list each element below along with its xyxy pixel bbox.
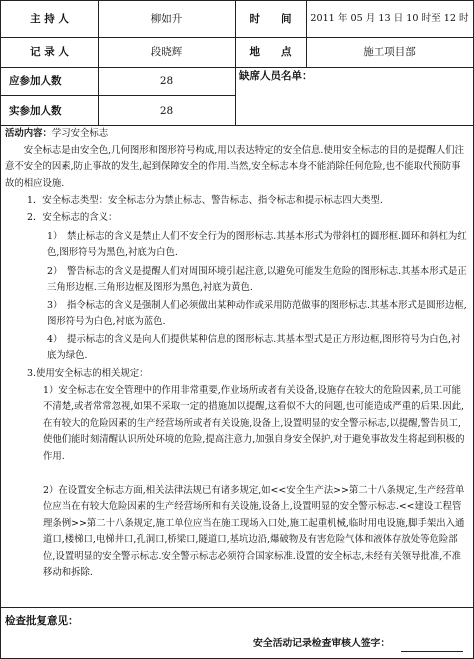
actual-count-label: 实参加人数: [9, 105, 62, 117]
expected-count-value: 28: [159, 75, 174, 87]
activity-content-heading: [5, 126, 467, 142]
recorder-value: 段晓辉: [150, 46, 183, 58]
expected-count-label: 应参加人数: [9, 75, 62, 87]
row-divider: [1, 67, 473, 68]
host-label: 主 持 人: [30, 13, 69, 25]
actual-count-value: 28: [159, 105, 174, 117]
section-3-item-1: 1）安全标志在安全管理中的作用非常重要,作业场所或者有关设备,设施存在较大的危险因素,员工可能不清楚,或者常常忽视,如果不采取一定的措施加以提醒,这看似不大的问题,也可能造成严重的后果.因此,在有较大的危险因素的生产经营场所或者有关设施,设备上,设置明显的安全警示标志,以提醒,警告员工,使他们能时刻清醒认识所处环境的危险,提高注意力,加强自身安全保护,对于避免事故发生将起到积极的作用.: [43, 385, 465, 462]
section-2-heading: 2．安全标志的含义：: [27, 212, 118, 223]
place-label: 地 点: [249, 46, 292, 58]
time-label: 时 间: [249, 13, 292, 25]
recorder-label: 记 录 人: [30, 46, 69, 58]
row-divider: [1, 37, 473, 38]
section-3-item-2: 2）在设置安全标志方面,相关法律法规已有诸多规定,如<<安全生产法>>第二十八条规定,生产经营单位应当在有较大危险因素的生产经营场所和有关设施,设备上,设置明显的安全警示标志.<<建设工程管理条例>>第二十八条规定,施工单位应当在施工现场入口处,施工起重机械,临时用电设施,脚手架出入通道口,楼梯口,电梯井口,孔洞口,桥梁口,隧道口,基坑边沿,爆破物及有害危险气体和液体存放处等危险部位,设置明显的安全警示标志.安全警示标志必须符合国家标准.设置的安全标志,未经有关领导批准,不准移动和拆除.: [43, 485, 465, 579]
section-2-item-2: 2） 警告标志的含义是提醒人们对周围环境引起注意,以避免可能发生危险的图形标志.其基本形式是正三角形边框.三角形边框及图形为黑色,衬底为黄色.: [47, 266, 467, 294]
signature-line: [401, 651, 463, 652]
review-opinion-label: 检查批复意见：: [5, 615, 79, 627]
place-value: 施工项目部: [363, 46, 416, 58]
host-value: 柳如升: [150, 13, 183, 25]
section-2-item-3: 3） 指令标志的含义是强制人们必须做出某种动作或采用防范做事的图形标志.其基本形式是圆形边框,图形符号为白色,衬底为蓝色.: [47, 300, 467, 328]
signature-label: 安全活动记录检查审核人签字：: [253, 638, 391, 649]
section-2-item-1: 1） 禁止标志的含义是禁止人们不安全行为的图形标志.其基本形式为带斜杠的圆形框.圆环和斜杠为红色,图形符号为黑色,衬底为白色.: [47, 231, 467, 259]
section-1: 1．安全标志类型：安全标志分为禁止标志、警告标志、指令标志和提示标志四大类型.: [27, 195, 383, 206]
absent-list-label: 缺席人员名单：: [239, 70, 313, 82]
row-divider: [1, 95, 235, 96]
row-divider: [1, 607, 473, 608]
activity-content-label: 活动内容：: [5, 128, 52, 139]
section-3-heading: 3.使用安全标志的相关规定：: [27, 368, 149, 379]
time-value: 2011 年 05 月 13 日 10 时至 12 时: [310, 13, 469, 24]
activity-content-title: 学习安全标志: [51, 128, 109, 139]
intro-paragraph: 安全标志是由安全色,几何图形和图形符号构成,用以表达特定的安全信息.使用安全标志的目的是提醒人们注意不安全的因素,防止事故的发生,起到保障安全的作用.当然,安全标志本身不能消除任何危险,也不能取代预防事故的相应设施.: [5, 145, 464, 189]
section-2-item-4: 4） 提示标志的含义是向人们提供某种信息的图形标志.其基本型式是正方形边框,图形符号为白色,衬底为绿色.: [47, 334, 461, 362]
